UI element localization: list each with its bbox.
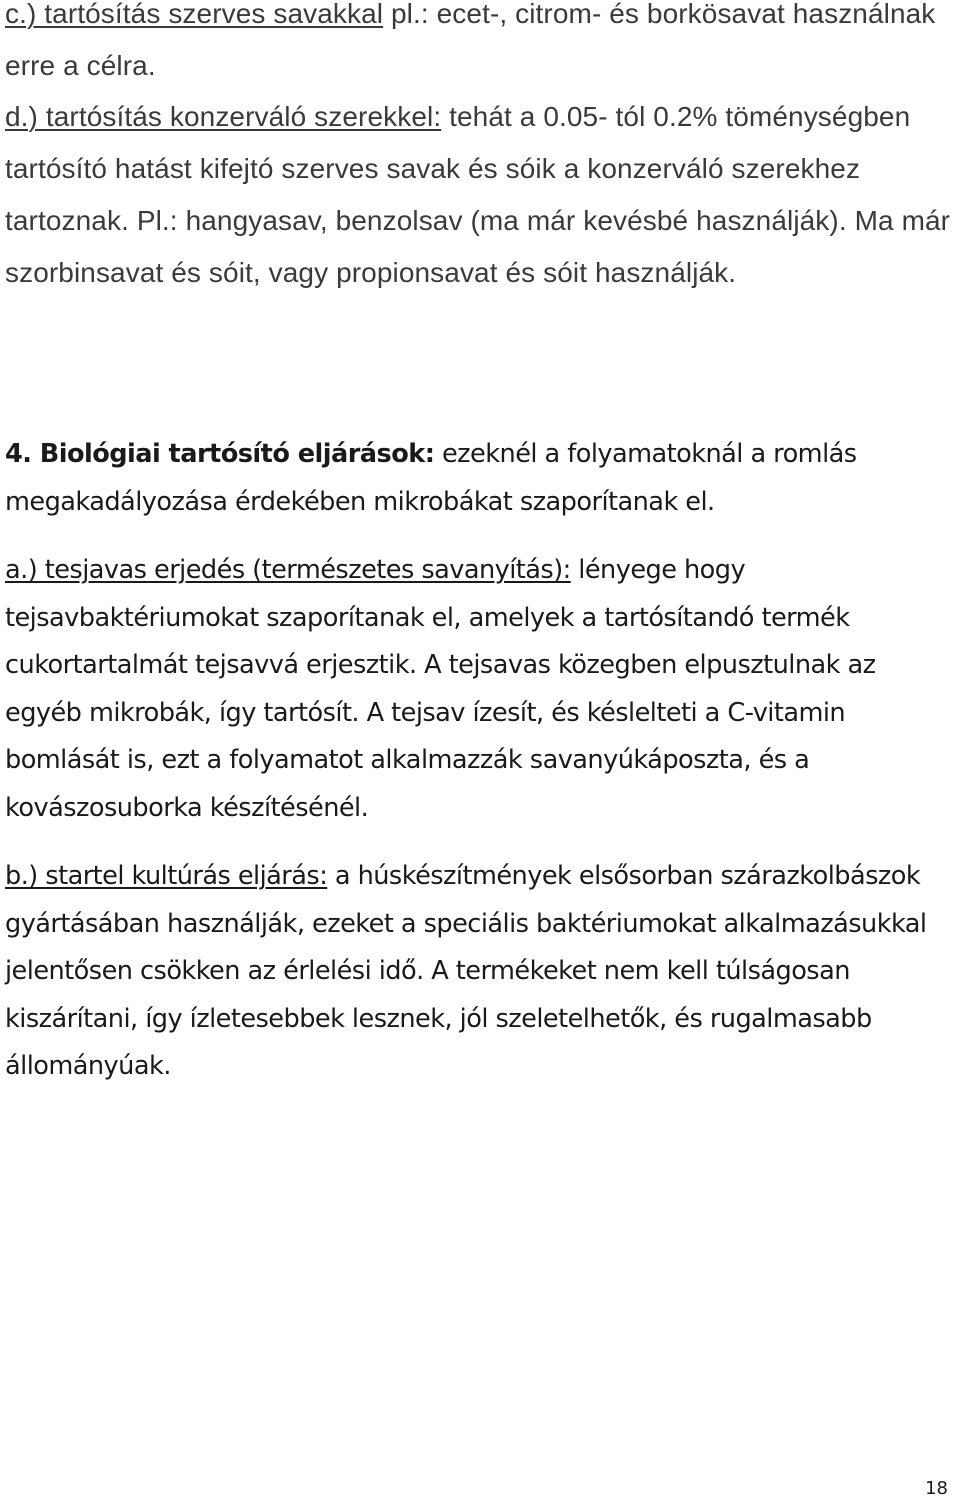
paragraph-organic-acids [5,0,955,92]
page-number: 18 [925,1478,948,1499]
paragraph-text-c: pl.: ecet-, citrom- és borkösavat használnak erre a célra. [5,0,936,81]
paragraph-lactic-fermentation [5,547,955,833]
paragraph-starter-culture [5,853,955,1091]
paragraph-text-b: a húskészítmények elsősorban szárazkolbászok gyártásában használják, ezeket a speciális baktériumokat alkalmazásukkal jelentősen csökken az érlelési idő. A termékeket nem kell túlságosan kiszárítani, így ízletesebbek lesznek, jól szeletelhetők, és rugalmasabb állományúak. [5,861,927,1082]
section-heading-c: c.) tartósítás szerves savakkal [5,0,384,29]
paragraph-biological-methods [5,431,955,526]
paragraph-preservatives [5,91,955,299]
paragraph-text-d: tehát a 0.05- tól 0.2% töménységben tartósító hatást kifejtó szerves savak és sóik a konzerváló szerekhez tartoznak. Pl.: hangyasav, benzolsav (ma már kevésbé használják). Ma már szorbinsavat és sóit, vagy propionsavat és sóit használják. [5,101,951,288]
section-heading-b: b.) startel kultúrás eljárás: [5,861,328,891]
paragraph-text-4: ezeknél a folyamatoknál a romlás megakadályozása érdekében mikrobákat szaporítanak el. [5,439,857,517]
section-heading-a: a.) tesjavas erjedés (természetes savanyítás): [5,555,571,585]
section-heading-d: d.) tartósítás konzerváló szerekkel: [5,101,442,132]
section-heading-4: 4. Biológiai tartósító eljárások: [5,439,435,469]
paragraph-text-a: lényege hogy tejsavbaktériumokat szaporítanak el, amelyek a tartósítandó termék cukortartalmát tejsavvá erjesztik. A tejsavas közegben elpusztulnak az egyéb mikrobák, így tartósít. A tejsav ízesít, és késlelteti a C-vitamin bomlását is, ezt a folyamatot alkalmazzák savanyúkáposzta, és a kovászosuborka készítésénél. [5,555,876,823]
